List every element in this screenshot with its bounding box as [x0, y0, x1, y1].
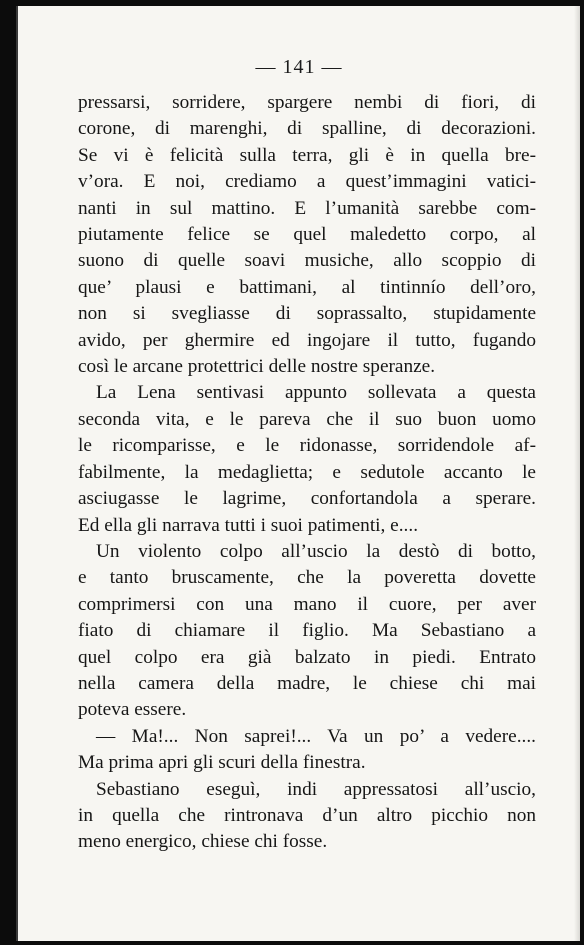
text-line: suono di quelle soavi musiche, allo scoppio di: [78, 250, 536, 272]
text-line: fiato di chiamare il figlio. Ma Sebastiano a: [78, 620, 536, 642]
text-line: nella camera della madre, le chiese chi mai: [78, 672, 536, 694]
text-line: in quella che rintronava d’un altro picchio non: [78, 804, 536, 826]
text-line: Ed ella gli narrava tutti i suoi patimenti, e....: [78, 514, 419, 536]
text-line: Se vi è felicità sulla terra, gli è in quella bre-: [78, 144, 536, 166]
text-line: così le arcane protettrici delle nostre speranze.: [78, 356, 436, 378]
text-line: avido, per ghermire ed ingojare il tutto, fugando: [78, 329, 536, 351]
text-line: quel colpo era già balzato in piedi. Entrato: [78, 646, 536, 668]
text-line: le ricomparisse, e le ridonasse, sorridendole af-: [78, 435, 536, 457]
text-line: piutamente felice se quel maledetto corpo, al: [78, 224, 536, 246]
text-line: que’ plausi e battimani, al tintinnío dell’oro,: [78, 276, 536, 298]
page-number: — 141 —: [255, 56, 343, 78]
text-line: v’ora. E noi, crediamo a quest’immagini vatici-: [78, 171, 536, 193]
text-line: e tanto bruscamente, che la poveretta dovette: [78, 567, 536, 589]
text-line: Ma prima apri gli scuri della finestra.: [78, 752, 366, 774]
text-line: pressarsi, sorridere, spargere nembi di fiori, di: [78, 92, 536, 113]
text-line: Sebastiano eseguì, indi appressatosi all’uscio,: [96, 778, 536, 800]
text-line: — Ma!... Non saprei!... Va un po’ a vedere....: [96, 725, 536, 747]
text-line: seconda vita, e le pareva che il suo buon uomo: [78, 408, 536, 430]
text-line: Un violento colpo all’uscio la destò di botto,: [96, 540, 536, 562]
text-line: poteva essere.: [78, 699, 187, 721]
text-line: non si svegliasse di soprassalto, stupidamente: [78, 303, 536, 325]
page-edge-shadow: [574, 6, 580, 941]
text-line: asciugasse le lagrime, confortandola a sperare.: [78, 488, 536, 510]
body-text: [78, 90, 536, 856]
text-line: comprimersi con una mano il cuore, per aver: [78, 593, 536, 615]
text-line: nanti in sul mattino. E l’umanità sarebbe com-: [78, 197, 536, 219]
book-page: [16, 6, 580, 941]
text-line: fabilmente, la medaglietta; e sedutole accanto le: [78, 461, 536, 483]
text-line: meno energico, chiese chi fosse.: [78, 831, 328, 853]
text-line: corone, di marenghi, di spalline, di decorazioni.: [78, 118, 536, 140]
text-line: La Lena sentivasi appunto sollevata a questa: [96, 382, 536, 404]
